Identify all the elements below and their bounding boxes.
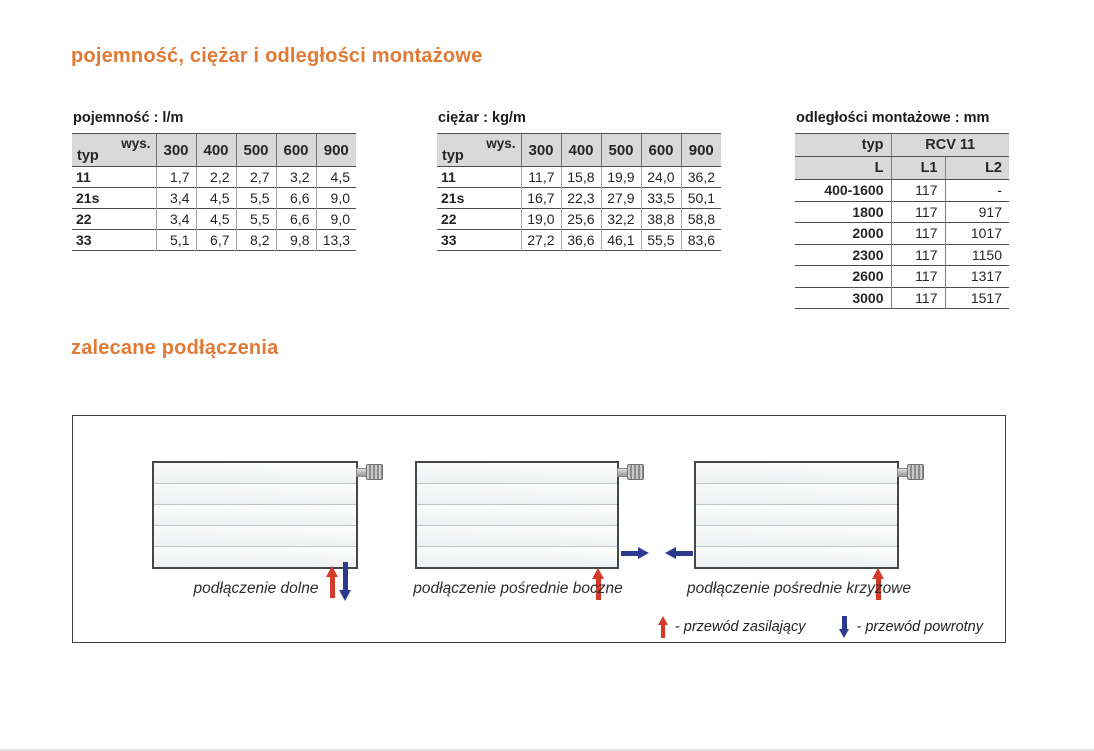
header-row (72, 134, 356, 167)
cell: 117 (891, 201, 945, 223)
radiator-slat (696, 546, 897, 567)
thermostatic-valve-icon (617, 464, 644, 480)
diagram-caption: podłączenie pośrednie krzyżowe (686, 580, 912, 597)
header-row (437, 134, 721, 167)
cell: 58,8 (681, 209, 721, 230)
table-row (72, 230, 356, 251)
column-header-rcv11: RCV 11 (891, 134, 1009, 157)
arrow-tip (839, 629, 849, 638)
legend-label: - przewód powrotny (856, 619, 983, 635)
corner-wys-label: wys. (121, 136, 151, 151)
weight-table-label: ciężar : kg/m (438, 110, 526, 126)
cell: - (945, 180, 1009, 202)
cell: 5,1 (156, 230, 196, 251)
arrow-tip (658, 616, 668, 625)
cell: 9,0 (316, 209, 356, 230)
column-header: 300 (156, 134, 196, 167)
radiator-slat (154, 463, 356, 483)
cell: 11,7 (521, 167, 561, 188)
weight-table (437, 133, 721, 251)
cell: 55,5 (641, 230, 681, 251)
radiator-cross-connection (694, 461, 899, 569)
cell: 5,5 (236, 188, 276, 209)
row-label: 2000 (795, 223, 891, 245)
connections-diagram-box (72, 415, 1006, 643)
row-label: 33 (437, 230, 521, 251)
row-label: 3000 (795, 287, 891, 309)
column-header: 900 (316, 134, 356, 167)
radiator-slat (417, 463, 617, 483)
table-row (72, 209, 356, 230)
cell: 36,6 (561, 230, 601, 251)
cell: 27,9 (601, 188, 641, 209)
table-row (437, 230, 721, 251)
diagram-caption: podłączenie dolne (193, 580, 319, 597)
row-label: 11 (441, 169, 456, 185)
radiator-slat (696, 463, 897, 483)
radiator-slat (154, 504, 356, 525)
table-row (795, 266, 1009, 288)
cell: 9,0 (316, 188, 356, 209)
capacity-table-label: pojemność : l/m (73, 110, 184, 126)
thermostatic-valve-icon (897, 464, 924, 480)
arrow-tip (326, 566, 338, 577)
cell: 38,8 (641, 209, 681, 230)
cell: 2,7 (236, 167, 276, 188)
cell: 5,5 (236, 209, 276, 230)
cell: 25,6 (561, 209, 601, 230)
weight-table-block (437, 110, 721, 251)
row-label: 22 (437, 209, 521, 230)
cell: 1150 (945, 244, 1009, 266)
valve-stem (617, 468, 627, 477)
header-row (795, 134, 1009, 157)
row-label: 21s (72, 188, 156, 209)
radiator-slat (417, 483, 617, 504)
legend-label: - przewód zasilający (674, 619, 806, 635)
column-header-L: L (795, 157, 891, 180)
cell: 917 (945, 201, 1009, 223)
legend (658, 616, 983, 638)
cell: 19,9 (601, 167, 641, 188)
cell: 3,4 (156, 209, 196, 230)
arrow-stem (842, 616, 847, 629)
legend-item-supply (658, 616, 806, 638)
cell: 33,5 (641, 188, 681, 209)
cell: 24,0 (641, 167, 681, 188)
column-header: 600 (641, 134, 681, 167)
legend-return-arrow-icon (839, 616, 849, 638)
cell: 8,2 (236, 230, 276, 251)
cell: 27,2 (521, 230, 561, 251)
cell: 1,7 (156, 167, 196, 188)
cell: 32,2 (601, 209, 641, 230)
table-row (795, 223, 1009, 245)
table-row (437, 209, 721, 230)
cell: 46,1 (601, 230, 641, 251)
arrow-tip (638, 547, 649, 559)
column-header: 400 (196, 134, 236, 167)
radiator-slat (154, 483, 356, 504)
cell: 117 (891, 266, 945, 288)
table-row (795, 244, 1009, 266)
radiator-slat (417, 546, 617, 567)
cell: 4,5 (316, 167, 356, 188)
column-header: 400 (561, 134, 601, 167)
radiator-side-connection (415, 461, 619, 569)
cell: 22,3 (561, 188, 601, 209)
radiator-slat (696, 483, 897, 504)
valve-head (627, 464, 644, 480)
cell: 1317 (945, 266, 1009, 288)
table-row (437, 188, 721, 209)
table-row (795, 201, 1009, 223)
cell: 19,0 (521, 209, 561, 230)
column-header-L1: L1 (891, 157, 945, 180)
legend-supply-arrow-icon (658, 616, 668, 638)
mounting-table-block (795, 110, 1009, 309)
valve-head (907, 464, 924, 480)
table-row (795, 287, 1009, 309)
cell: 3,4 (156, 188, 196, 209)
page-title: pojemność, ciężar i odległości montażowe (71, 45, 483, 67)
mounting-table-label: odległości montażowe : mm (796, 110, 990, 126)
cell: 117 (891, 223, 945, 245)
radiator-slat (154, 546, 356, 567)
row-label: 22 (72, 209, 156, 230)
cell: 117 (891, 180, 945, 202)
cell: 4,5 (196, 209, 236, 230)
table-row (72, 167, 356, 188)
cell: 6,6 (276, 209, 316, 230)
row-label: 400-1600 (824, 182, 884, 199)
thermostatic-valve-icon (356, 464, 383, 480)
cell: 117 (891, 287, 945, 309)
row-label: 11 (76, 169, 91, 185)
return-arrow-right-icon (621, 547, 649, 559)
row-label: 2300 (795, 244, 891, 266)
valve-stem (897, 468, 907, 477)
table-row (437, 167, 721, 188)
arrow-stem (621, 551, 638, 556)
cell: 13,3 (316, 230, 356, 251)
column-header: 300 (521, 134, 561, 167)
arrow-tip (872, 568, 884, 579)
legend-item-return (839, 616, 983, 638)
radiator-slat (417, 504, 617, 525)
corner-wys-label: wys. (486, 136, 516, 151)
radiator-slat (696, 525, 897, 546)
cell: 1517 (945, 287, 1009, 309)
section-title-connections: zalecane podłączenia (71, 337, 279, 359)
radiator-slat (417, 525, 617, 546)
column-header-typ: typ (795, 134, 891, 157)
column-header-L2: L2 (945, 157, 1009, 180)
return-arrow-left-icon (665, 547, 693, 559)
column-header: 500 (236, 134, 276, 167)
capacity-table-block (72, 110, 356, 251)
row-label: 2600 (795, 266, 891, 288)
cell: 6,6 (276, 188, 316, 209)
arrow-tip (592, 568, 604, 579)
radiator-slat (154, 525, 356, 546)
row-label: 1800 (795, 201, 891, 223)
corner-header-cell (72, 134, 156, 167)
cell: 9,8 (276, 230, 316, 251)
arrow-tip (665, 547, 676, 559)
column-header: 500 (601, 134, 641, 167)
row-label: 21s (437, 188, 521, 209)
corner-typ-label: typ (442, 148, 464, 164)
valve-head (366, 464, 383, 480)
column-header: 600 (276, 134, 316, 167)
header-row (795, 157, 1009, 180)
cell: 4,5 (196, 188, 236, 209)
cell: 15,8 (561, 167, 601, 188)
corner-typ-label: typ (77, 148, 99, 164)
cell: 3,2 (276, 167, 316, 188)
arrow-stem (661, 625, 666, 638)
radiator-bottom-connection (152, 461, 358, 569)
cell: 16,7 (521, 188, 561, 209)
capacity-table (72, 133, 356, 251)
diagram-caption: podłączenie pośrednie boczne (413, 580, 623, 597)
cell: 50,1 (681, 188, 721, 209)
table-row (795, 180, 1009, 202)
cell: 36,2 (681, 167, 721, 188)
cell: 1017 (945, 223, 1009, 245)
radiator-slat (696, 504, 897, 525)
mounting-table (795, 133, 1009, 309)
valve-stem (356, 468, 366, 477)
table-row (72, 188, 356, 209)
cell: 2,2 (196, 167, 236, 188)
arrow-stem (676, 551, 693, 556)
cell: 117 (891, 244, 945, 266)
row-label: 33 (72, 230, 156, 251)
cell: 83,6 (681, 230, 721, 251)
corner-header-cell (437, 134, 521, 167)
column-header: 900 (681, 134, 721, 167)
cell: 6,7 (196, 230, 236, 251)
